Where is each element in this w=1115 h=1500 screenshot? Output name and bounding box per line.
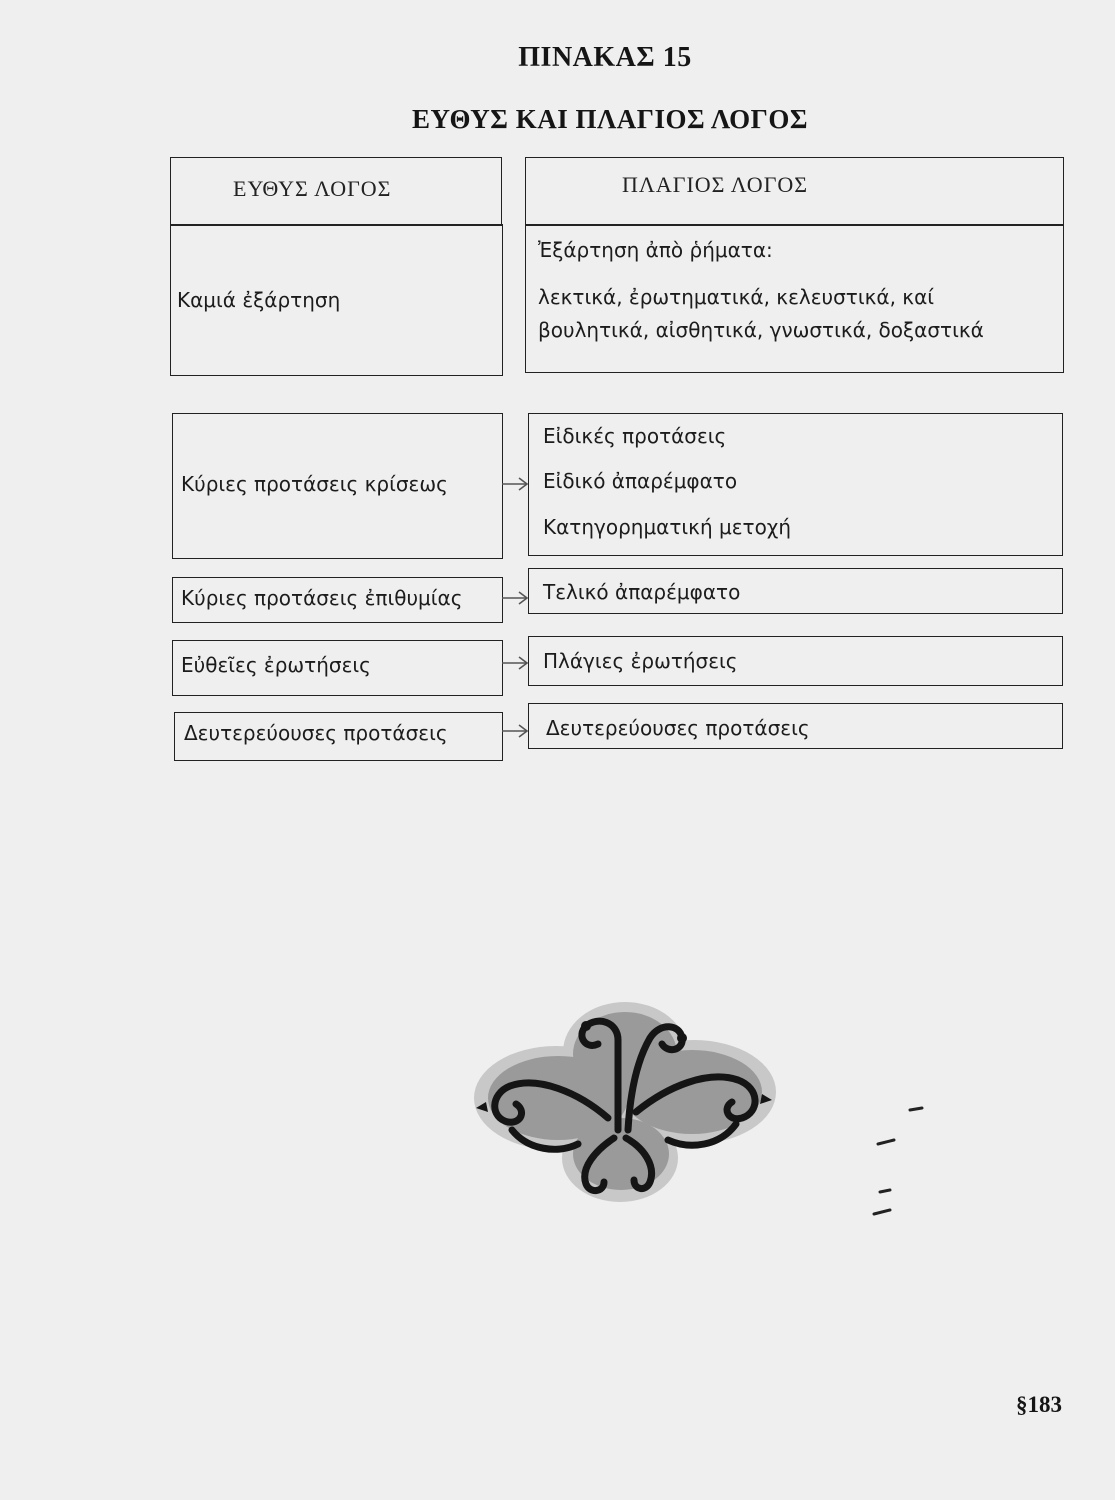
row2-indirect-line2: Εἰδικό ἀπαρέμφατο [543, 469, 738, 493]
table-subtitle: ΕΥΘΥΣ ΚΑΙ ΠΛΑΓΙΟΣ ΛΟΓΟΣ [411, 104, 809, 134]
table-number-title: ΠΙΝΑΚΑΣ 15 [518, 42, 692, 73]
row4-indirect-text: Πλάγιες ἐρωτήσεις [543, 649, 738, 673]
row1-indirect-line1: Ἐξάρτηση ἀπὸ ῥήματα: [538, 238, 773, 262]
scan-marks [860, 1100, 930, 1230]
row1-indirect-line2: λεκτικά, ἐρωτηματικά, κελευστικά, καί [538, 285, 935, 309]
row5-direct-text: Δευτερεύουσες προτάσεις [184, 721, 448, 745]
row2-indirect-line3: Κατηγορηματική μετοχή [543, 515, 792, 539]
header-direct-speech: ΕΥΘΥΣ ΛΟΓΟΣ [233, 176, 392, 201]
right-arrow-icon [501, 590, 529, 606]
row5-indirect-text: Δευτερεύουσες προτάσεις [546, 716, 810, 740]
row1-indirect-line3: βουλητικά, αἰσθητικά, γνωστικά, δοξαστικά [538, 318, 984, 342]
row3-indirect-text: Τελικό ἀπαρέμφατο [543, 580, 741, 604]
row3-direct-text: Κύριες προτάσεις ἐπιθυμίας [181, 586, 463, 610]
right-arrow-icon [501, 655, 529, 671]
section-number: §183 [1016, 1392, 1062, 1417]
row2-indirect-line1: Εἰδικές προτάσεις [543, 424, 727, 448]
right-arrow-icon [501, 723, 529, 739]
header-indirect-speech: ΠΛΑΓΙΟΣ ΛΟΓΟΣ [622, 172, 809, 197]
right-arrow-icon [501, 476, 529, 492]
row4-direct-text: Εὐθεῖες ἐρωτήσεις [181, 653, 371, 677]
row2-direct-text: Κύριες προτάσεις κρίσεως [181, 472, 448, 496]
row1-direct-text: Καμιά ἐξάρτηση [177, 288, 341, 312]
fleuron-ornament-icon [468, 1000, 780, 1205]
